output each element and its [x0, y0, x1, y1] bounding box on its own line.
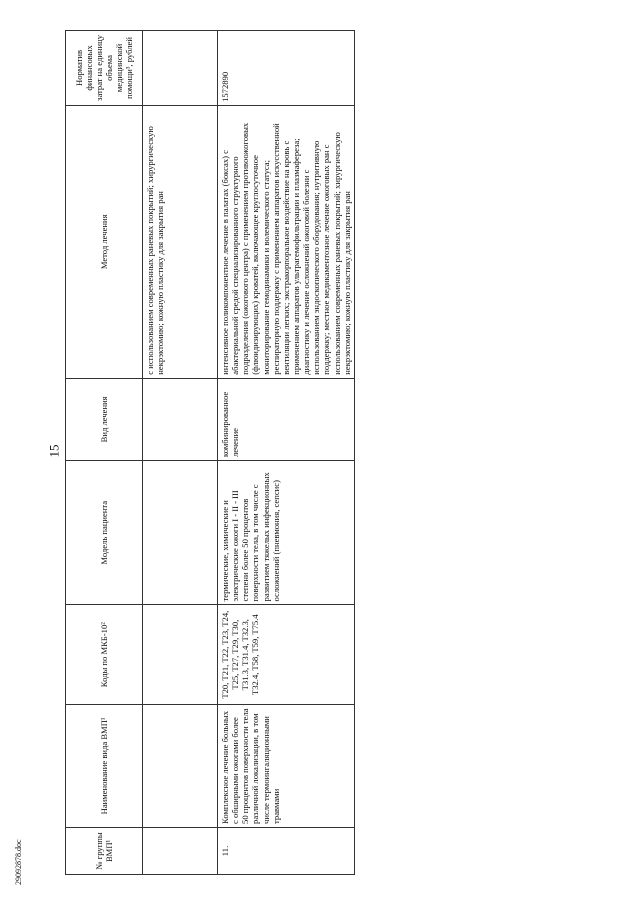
cell-vmp-name: Комплексное лечение больных с обширными ожогами более 50 процентов поверхности тела различной локализации, в том числе термоингаляционными травмами	[218, 704, 355, 827]
table-header-row	[66, 31, 143, 875]
rotated-table-wrapper	[65, 30, 585, 875]
cell-patient-model: термические, химические и электрические ожоги I - II - III степени более 50 процентов поверхности тела, в том числе с развитием тяжелых инфекционных осложнений (пневмония, сепсис)	[218, 461, 355, 605]
page-number: 15	[46, 444, 62, 458]
header-patient-model: Модель пациента	[66, 461, 143, 605]
cell-empty	[143, 827, 218, 874]
header-vmp-name: Наименование вида ВМП¹	[66, 704, 143, 827]
cell-group-number: 11.	[218, 827, 355, 874]
cell-treatment-method: интенсивное поликомпонентное лечение в палатах (боксах) с абактериальной средой специализированного структурного подразделения (ожогового центра) с применением противоожоговых (флюидизирующих) кроватей, включающее круглосуточное мониторирование гемодинамики и волемического статуса; респираторную поддержку с применением аппаратов искусственной вентиляции легких; экстракорпоральное воздействие на кровь с применением аппаратов ультрагемофильтрации и плазмафереза; диагностику и лечение осложнений ожоговой болезни с использованием эндоскопического оборудования; нутритивную поддержку; местное медикаментозное лечение ожоговых ран с использованием современных раневых покрытий; хирургическую некрэктомию; кожную пластику для закрытия ран	[218, 105, 355, 378]
header-cost-norm: Норматив финансовых затрат на единицу объема медицинской помощи³, рублей	[66, 31, 143, 106]
vmp-table	[65, 30, 355, 875]
header-icd-codes: Коды по МКБ-10²	[66, 605, 143, 704]
cell-empty	[143, 704, 218, 827]
cell-cost-norm: 1572890	[218, 31, 355, 106]
cell-treatment-type: комбинированное лечение	[218, 378, 355, 460]
table-row	[218, 31, 355, 875]
table-row-continuation	[143, 31, 218, 875]
cell-icd-codes: T20, T21, T22, T23, T24, T25, T27, T29, T30, T31.3, T31.4, T32.3, T32.4, T58, T59, T75.4	[218, 605, 355, 704]
cell-empty	[143, 605, 218, 704]
cell-empty	[143, 31, 218, 106]
header-treatment-type: Вид лечения	[66, 378, 143, 460]
cell-empty	[143, 378, 218, 460]
cell-method-continuation: с использованием современных раневых покрытий; хирургическую некрэктомию; кожную пластику для закрытия ран	[143, 105, 218, 378]
header-group-number: № группы ВМП¹	[66, 827, 143, 874]
header-treatment-method: Метод лечения	[66, 105, 143, 378]
cell-empty	[143, 461, 218, 605]
file-footer: 29092878.doc	[14, 839, 23, 885]
